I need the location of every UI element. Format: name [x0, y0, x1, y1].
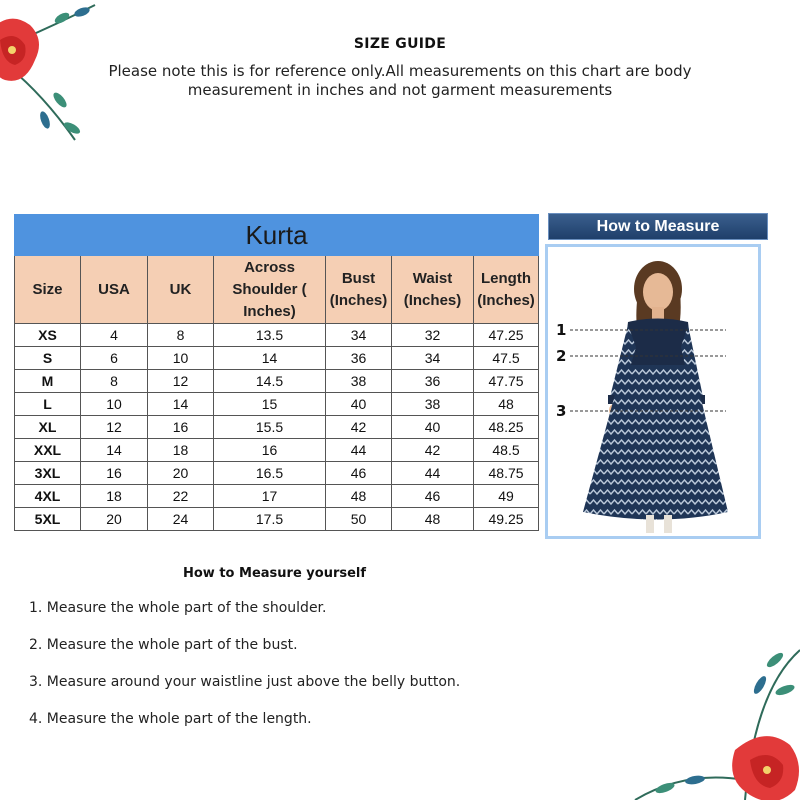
table-cell: 8	[81, 370, 148, 393]
table-cell: 48.25	[474, 416, 539, 439]
table-cell: 6	[81, 347, 148, 370]
table-cell: 50	[326, 508, 392, 531]
marker-label-3: 3	[556, 402, 567, 420]
table-cell: 34	[326, 324, 392, 347]
table-cell: 22	[148, 485, 214, 508]
table-cell: 36	[392, 370, 474, 393]
table-cell: 16.5	[214, 462, 326, 485]
column-header: Length (Inches)	[474, 256, 539, 324]
instruction-step: 4. Measure the whole part of the length.	[29, 711, 312, 727]
column-header: UK	[148, 256, 214, 324]
table-cell: 20	[148, 462, 214, 485]
table-cell: 44	[326, 439, 392, 462]
table-cell: 49	[474, 485, 539, 508]
size-cell: S	[15, 347, 81, 370]
table-row	[15, 416, 539, 439]
table-cell: 4	[81, 324, 148, 347]
column-header: USA	[81, 256, 148, 324]
size-chart-table	[14, 214, 539, 531]
table-cell: 16	[81, 462, 148, 485]
column-header: Bust (Inches)	[326, 256, 392, 324]
instructions-list	[29, 600, 460, 748]
how-to-measure-title: How to Measure	[548, 213, 768, 240]
table-cell: 14	[148, 393, 214, 416]
table-row	[15, 370, 539, 393]
table-cell: 12	[148, 370, 214, 393]
table-cell: 16	[148, 416, 214, 439]
table-cell: 40	[392, 416, 474, 439]
column-header: Size	[15, 256, 81, 324]
size-cell: 5XL	[15, 508, 81, 531]
table-cell: 40	[326, 393, 392, 416]
instruction-step: 2. Measure the whole part of the bust.	[29, 637, 298, 653]
table-cell: 36	[326, 347, 392, 370]
size-cell: 3XL	[15, 462, 81, 485]
table-cell: 17.5	[214, 508, 326, 531]
table-cell: 20	[81, 508, 148, 531]
table-row	[15, 393, 539, 416]
table-cell: 14	[214, 347, 326, 370]
table-cell: 16	[214, 439, 326, 462]
table-cell: 48	[474, 393, 539, 416]
table-cell: 38	[326, 370, 392, 393]
table-cell: 14.5	[214, 370, 326, 393]
instruction-step: 1. Measure the whole part of the shoulder.	[29, 600, 327, 616]
table-cell: 48	[326, 485, 392, 508]
table-cell: 18	[148, 439, 214, 462]
table-row	[15, 347, 539, 370]
table-row	[15, 462, 539, 485]
table-title: Kurta	[15, 215, 539, 256]
table-cell: 47.25	[474, 324, 539, 347]
table-cell: 10	[81, 393, 148, 416]
column-header: Waist (Inches)	[392, 256, 474, 324]
marker-label-2: 2	[556, 347, 567, 365]
size-cell: L	[15, 393, 81, 416]
reference-note: Please note this is for reference only.All measurements on this chart are body measurement in inches and not garment measurements	[108, 62, 692, 99]
size-cell: XXL	[15, 439, 81, 462]
table-cell: 48.5	[474, 439, 539, 462]
size-cell: XS	[15, 324, 81, 347]
floral-decoration-bottom-right	[625, 630, 800, 800]
model-photo-frame	[545, 244, 761, 539]
table-cell: 34	[392, 347, 474, 370]
table-cell: 14	[81, 439, 148, 462]
size-cell: 4XL	[15, 485, 81, 508]
table-cell: 8	[148, 324, 214, 347]
table-cell: 32	[392, 324, 474, 347]
table-row	[15, 439, 539, 462]
table-cell: 46	[326, 462, 392, 485]
table-cell: 13.5	[214, 324, 326, 347]
instruction-step: 3. Measure around your waistline just above the belly button.	[29, 674, 461, 690]
table-cell: 18	[81, 485, 148, 508]
table-cell: 46	[392, 485, 474, 508]
table-cell: 15.5	[214, 416, 326, 439]
table-cell: 38	[392, 393, 474, 416]
table-cell: 15	[214, 393, 326, 416]
column-header: Across Shoulder ( Inches)	[214, 256, 326, 324]
table-row	[15, 324, 539, 347]
table-cell: 42	[392, 439, 474, 462]
size-cell: XL	[15, 416, 81, 439]
table-cell: 48	[392, 508, 474, 531]
table-cell: 49.25	[474, 508, 539, 531]
model-photo	[548, 247, 758, 536]
page-title: SIZE GUIDE	[353, 36, 447, 52]
marker-label-1: 1	[556, 321, 567, 339]
table-cell: 44	[392, 462, 474, 485]
table-cell: 48.75	[474, 462, 539, 485]
table-cell: 12	[81, 416, 148, 439]
size-cell: M	[15, 370, 81, 393]
table-cell: 47.75	[474, 370, 539, 393]
table-cell: 24	[148, 508, 214, 531]
instructions-heading: How to Measure yourself	[183, 566, 367, 581]
table-cell: 17	[214, 485, 326, 508]
table-cell: 42	[326, 416, 392, 439]
table-cell: 47.5	[474, 347, 539, 370]
table-row	[15, 485, 539, 508]
table-row	[15, 508, 539, 531]
table-cell: 10	[148, 347, 214, 370]
